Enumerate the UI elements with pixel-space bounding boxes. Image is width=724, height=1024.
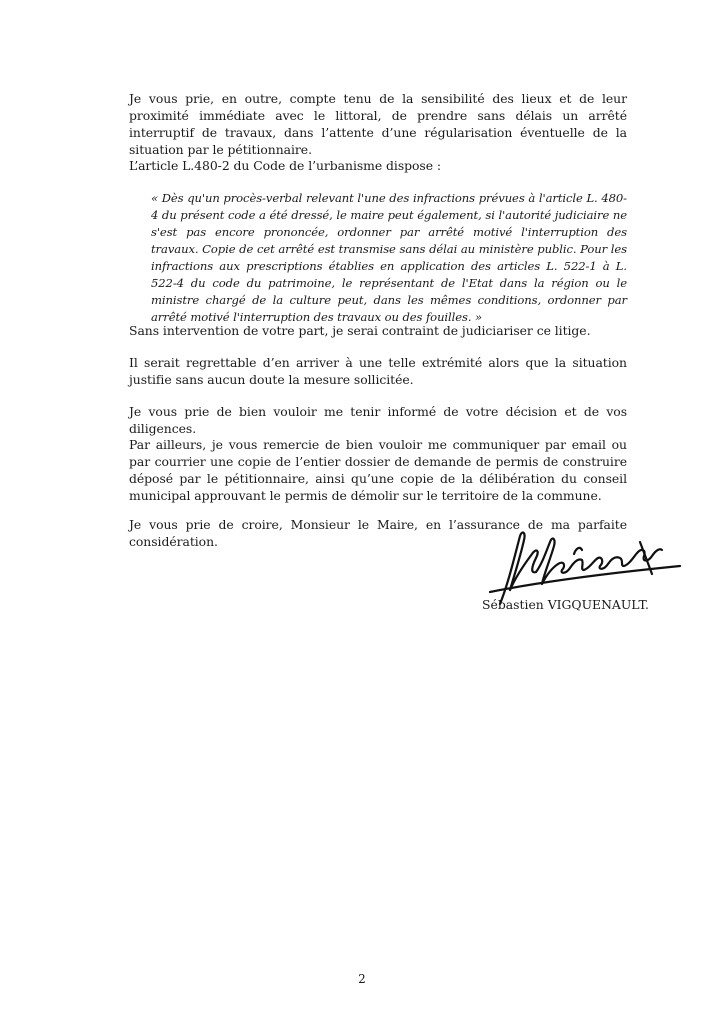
paragraph-regrettable: Il serait regrettable d’en arriver à une telle extrémité alors que la situation justifie sans aucun doute la mesure sollicitée. [129, 355, 627, 387]
handwritten-signature [480, 524, 690, 614]
quoted-article-text: « Dès qu'un procès-verbal relevant l'une des infractions prévues à l'article L. 480-4 du présent code a été dressé, le maire peut également, si l'autorité judiciaire ne s'est pas encore prononcée, ordonner par arrêté motivé l'interruption des travaux. Copie de cet arrêté est transmise sans délai au ministère public. Pour les infractions aux prescriptions établies en application des articles L. 522-1 à L. 522-4 du code du patrimoine, le représentant de l'Etat dans la région ou le ministre chargé de la culture peut, dans les mêmes conditions, ordonner par arrêté motivé l'interruption des travaux ou des fouilles. » [151, 191, 627, 324]
paragraph-closing-salutation: Je vous prie de croire, Monsieur le Maire, en l’assurance de ma parfaite considération. [129, 517, 627, 549]
paragraph-request-interruption: Je vous prie, en outre, compte tenu de la sensibilité des lieux et de leur proximité immédiate avec le littoral, de prendre sans délais un arrêté interruptif de travaux, dans l’attente d’une régularisation éventuelle de la situation par le pétitionnaire. [129, 91, 627, 157]
paragraph-communication-dossier: Par ailleurs, je vous remercie de bien vouloir me communiquer par email ou par courrier une copie de l’entier dossier de demande de permis de construire déposé par le pétitionnaire, ainsi qu’une copie de la délibération du conseil municipal approuvant le permis de démolir sur le territoire de la commune. [129, 437, 627, 503]
paragraph-article-intro: L’article L.480-2 du Code de l’urbanisme dispose : [129, 158, 442, 173]
page-number: 2 [358, 972, 366, 986]
paragraph-tenir-informe: Je vous prie de bien vouloir me tenir informé de votre décision et de vos diligences. [129, 404, 627, 436]
signer-name: Sébastien VIGQUENAULT. [482, 597, 649, 612]
paragraph-judiciariser: Sans intervention de votre part, je serai contraint de judiciariser ce litige. [129, 323, 591, 338]
